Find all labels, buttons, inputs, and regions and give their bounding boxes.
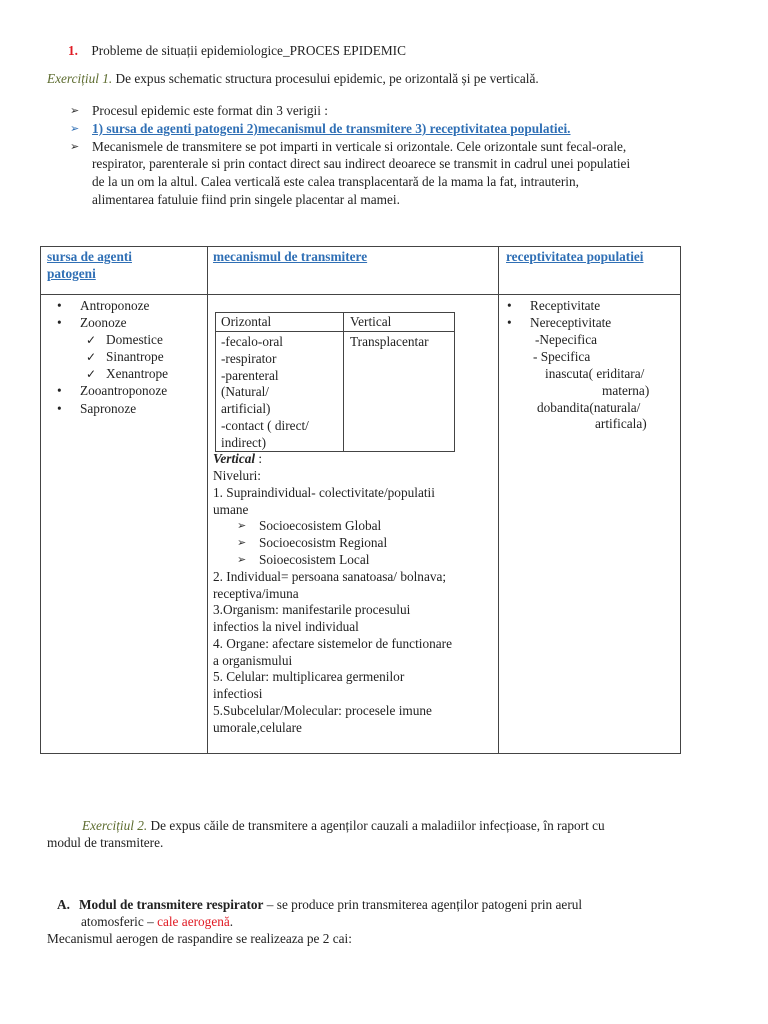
list-item: dobandita(naturala/ bbox=[537, 400, 641, 415]
section-a-heading: Modul de transmitere respirator bbox=[78, 897, 264, 912]
mechanisms-line-3: de la un om la altul. Calea verticală este calea transplacentară de la mama la fat, intrauterin, bbox=[92, 174, 579, 189]
exercise-1-text: De expus schematic structura procesului epidemic, pe orizontală și pe verticală. bbox=[112, 71, 539, 86]
header-receptivity: receptivitatea populatiei bbox=[506, 249, 644, 264]
bullet-links bbox=[92, 121, 571, 138]
list-item: • Zooantroponoze bbox=[80, 383, 167, 400]
section-a-cont bbox=[81, 914, 233, 931]
mechanisms-line-4: alimentarea fatuluie fiind prin singele placentar al mamei. bbox=[92, 192, 400, 207]
level-1: 1. Supraindividual- colectivitate/populatii bbox=[213, 485, 435, 500]
exercise-2-cont: modul de transmitere. bbox=[47, 835, 164, 850]
list-item: -Nepecifica bbox=[535, 332, 598, 347]
exercise-1 bbox=[47, 71, 539, 88]
level-5: 5. Celular: multiplicarea germenilor bbox=[213, 669, 405, 684]
list-item: inascuta( eriditara/ bbox=[545, 366, 645, 381]
mechanisms-line-2: respirator, parenterale si prin contact direct sau indirect deoarece se transmit in cadrul unei populatiei bbox=[92, 156, 631, 171]
list-item: artificala) bbox=[595, 416, 647, 431]
section-a-line-2: atomosferic – bbox=[81, 914, 158, 929]
table-header-divider bbox=[40, 294, 680, 295]
vertical-colon: : bbox=[255, 451, 263, 466]
header-source bbox=[47, 249, 132, 283]
level-4-cont: a organismului bbox=[213, 653, 293, 668]
inner-horizontal-list bbox=[221, 334, 309, 452]
inner-vertical-value: Transplacentar bbox=[350, 334, 429, 349]
list-item: • Antroponoze bbox=[80, 298, 149, 315]
list-item: (Natural/ bbox=[221, 384, 269, 400]
level-2-cont: receptiva/imuna bbox=[213, 586, 299, 601]
inner-table-col-divider bbox=[343, 312, 344, 451]
inner-header-vertical: Vertical bbox=[350, 314, 392, 329]
level-2: 2. Individual= persoana sanatoasa/ bolnava; bbox=[213, 569, 447, 584]
list-item: ✓ Domestice bbox=[106, 332, 163, 349]
levels-heading: Niveluri: bbox=[213, 468, 262, 483]
inner-header-horizontal: Orizontal bbox=[221, 314, 272, 329]
header-source-line-2: patogeni bbox=[47, 265, 96, 281]
vertical-label: Vertical bbox=[213, 451, 256, 466]
section-a-letter: A. bbox=[57, 897, 70, 912]
list-item: • Zoonoze bbox=[80, 315, 127, 332]
list-item: -fecalo-oral bbox=[221, 334, 284, 349]
header-mechanism: mecanismul de transmitere bbox=[213, 249, 368, 264]
list-item: ➢ Soioecosistem Local bbox=[259, 552, 369, 569]
aerogen-paths-intro: Mecanismul aerogen de raspandire se realizeaza pe 2 cai: bbox=[47, 931, 352, 946]
table-col-divider-1 bbox=[207, 246, 208, 753]
header-source-line-1: sursa de agenti bbox=[47, 249, 132, 264]
exercise-2-text: De expus căile de transmitere a agenților cauzali a maladiilor infecțioase, în raport cu bbox=[147, 818, 605, 833]
table-col-divider-2 bbox=[498, 246, 499, 753]
list-item: ✓ Sinantrope bbox=[106, 349, 164, 366]
list-item: -parenteral bbox=[221, 367, 279, 383]
period: . bbox=[229, 914, 234, 929]
list-item: indirect) bbox=[221, 434, 267, 450]
section-title bbox=[68, 43, 406, 60]
inner-table-header-divider bbox=[215, 331, 454, 332]
aerogen-path: cale aerogenă bbox=[157, 914, 230, 929]
exercise-2-label: Exercițiul 2. bbox=[82, 818, 148, 833]
bullet-mechanisms: ➢ Mecanismele de transmitere se pot imparti in verticale si orizontale. Cele orizontale sunt fecal-orale, bbox=[92, 139, 626, 156]
section-a bbox=[57, 897, 582, 914]
title-number: 1. bbox=[68, 43, 78, 58]
list-item: ➢ Socioecosistem Global bbox=[259, 518, 381, 535]
level-5-cont: infectiosi bbox=[213, 686, 263, 701]
exercise-2 bbox=[82, 818, 605, 835]
list-item: -contact ( direct/ bbox=[221, 417, 309, 433]
level-3-cont: infectios la nivel individual bbox=[213, 619, 359, 634]
exercise-1-label: Exercițiul 1. bbox=[47, 71, 113, 86]
list-item: artificial) bbox=[221, 401, 271, 417]
level-6-cont: umorale,celulare bbox=[213, 720, 302, 735]
level-4: 4. Organe: afectare sistemelor de functionare bbox=[213, 636, 452, 651]
bullet-structure: ➢ Procesul epidemic este format din 3 verigii : bbox=[92, 103, 328, 120]
level-1-cont: umane bbox=[213, 502, 249, 517]
list-item: • Sapronoze bbox=[80, 401, 136, 418]
level-6: 5.Subcelular/Molecular: procesele imune bbox=[213, 703, 432, 718]
list-item: - Specifica bbox=[533, 349, 591, 364]
vertical-heading bbox=[213, 451, 262, 468]
links-text: 1) sursa de agenti patogeni 2)mecanismul de transmitere 3) receptivitatea populatiei. bbox=[92, 121, 571, 136]
list-item: • Receptivitate bbox=[530, 298, 600, 315]
list-item: ➢ Socioecosistm Regional bbox=[259, 535, 387, 552]
level-3: 3.Organism: manifestarile procesului bbox=[213, 602, 411, 617]
title-text: Probleme de situații epidemiologice_PROCES EPIDEMIC bbox=[91, 43, 406, 58]
list-item: • Nereceptivitate bbox=[530, 315, 611, 332]
list-item: ✓ Xenantrope bbox=[106, 366, 168, 383]
list-item: -respirator bbox=[221, 350, 277, 366]
section-a-text: – se produce prin transmiterea agenților patogeni prin aerul bbox=[263, 897, 583, 912]
list-item: materna) bbox=[602, 383, 650, 398]
